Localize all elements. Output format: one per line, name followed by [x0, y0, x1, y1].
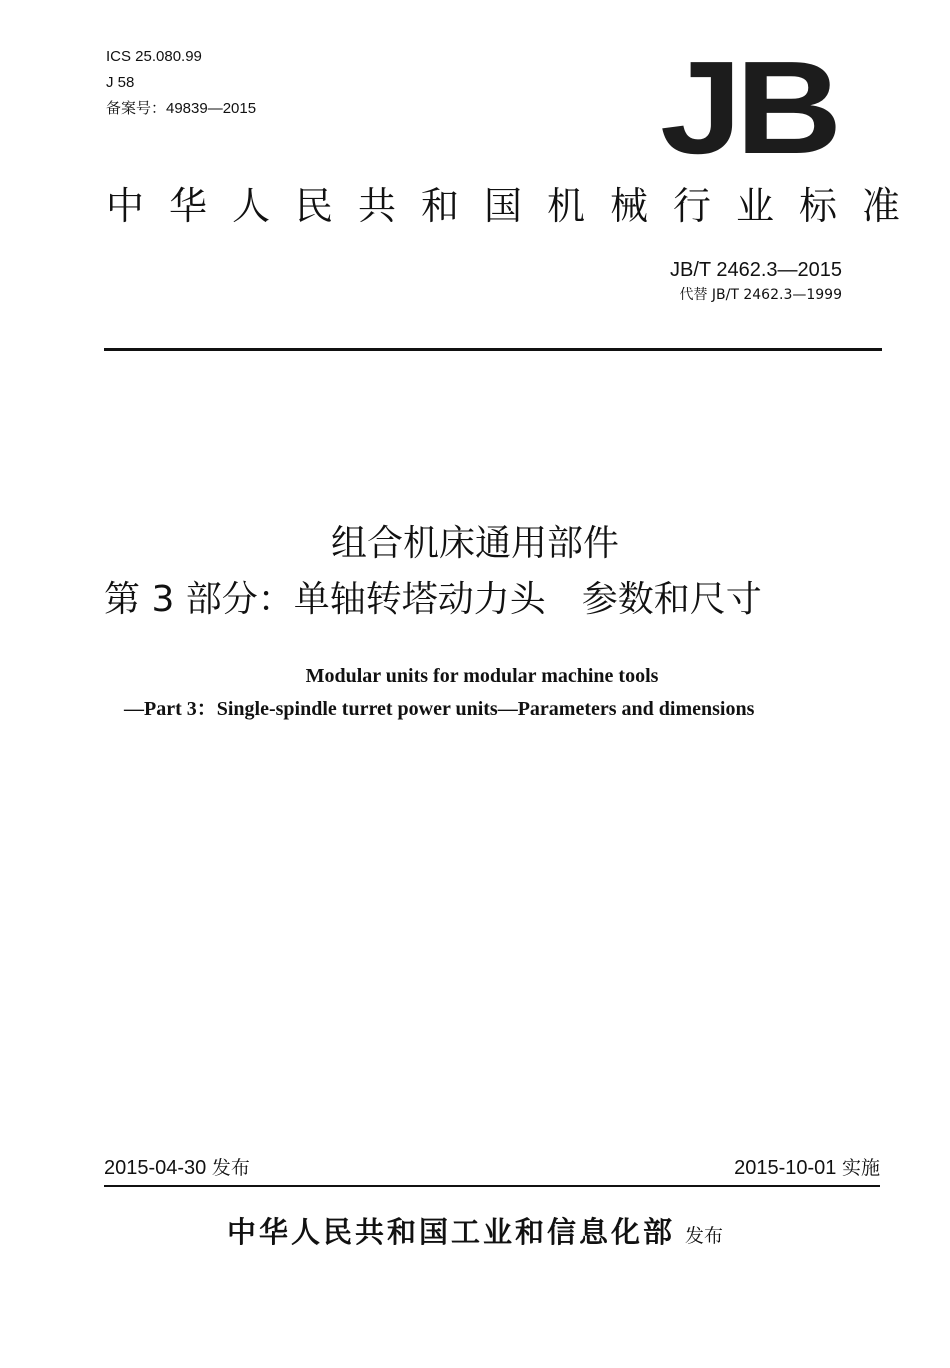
bottom-divider — [104, 1185, 880, 1187]
english-title — [0, 660, 950, 726]
english-title-line2: —Part 3：Single-spindle turret power units—Parameters and dimensions — [124, 698, 755, 720]
standard-code: JB/T 2462.3—2015 — [670, 259, 842, 281]
publish-label: 发布 — [211, 1157, 250, 1179]
chinese-title-line1: 组合机床通用部件 — [330, 523, 619, 564]
ccs-code: J 58 — [106, 74, 135, 91]
issue-action: 发布 — [685, 1225, 724, 1247]
implement-date-block — [734, 1154, 880, 1182]
top-divider — [104, 348, 882, 351]
standard-category-title: 中华人民共和国机械行业标准 — [106, 184, 926, 228]
classification-block — [106, 44, 256, 122]
implement-label: 实施 — [841, 1157, 880, 1179]
record-number: 备案号：49839—2015 — [106, 100, 257, 117]
ics-code: ICS 25.080.99 — [106, 48, 202, 65]
issuer-line — [0, 1210, 950, 1254]
publish-date-block — [104, 1154, 250, 1182]
replaces-note: 代替 JB/T 2462.3—1999 — [679, 287, 842, 303]
issuing-authority: 中华人民共和国工业和信息化部 — [226, 1215, 675, 1249]
standard-number-block — [670, 256, 842, 306]
implement-date: 2015-10-01 — [734, 1157, 837, 1179]
english-title-line1: Modular units for modular machine tools — [305, 665, 659, 687]
publish-date: 2015-04-30 — [104, 1157, 207, 1179]
chinese-title — [0, 516, 950, 628]
chinese-title-line2: 第 3 部分：单轴转塔动力头 参数和尺寸 — [104, 579, 762, 620]
jb-logo: JB — [660, 34, 836, 181]
